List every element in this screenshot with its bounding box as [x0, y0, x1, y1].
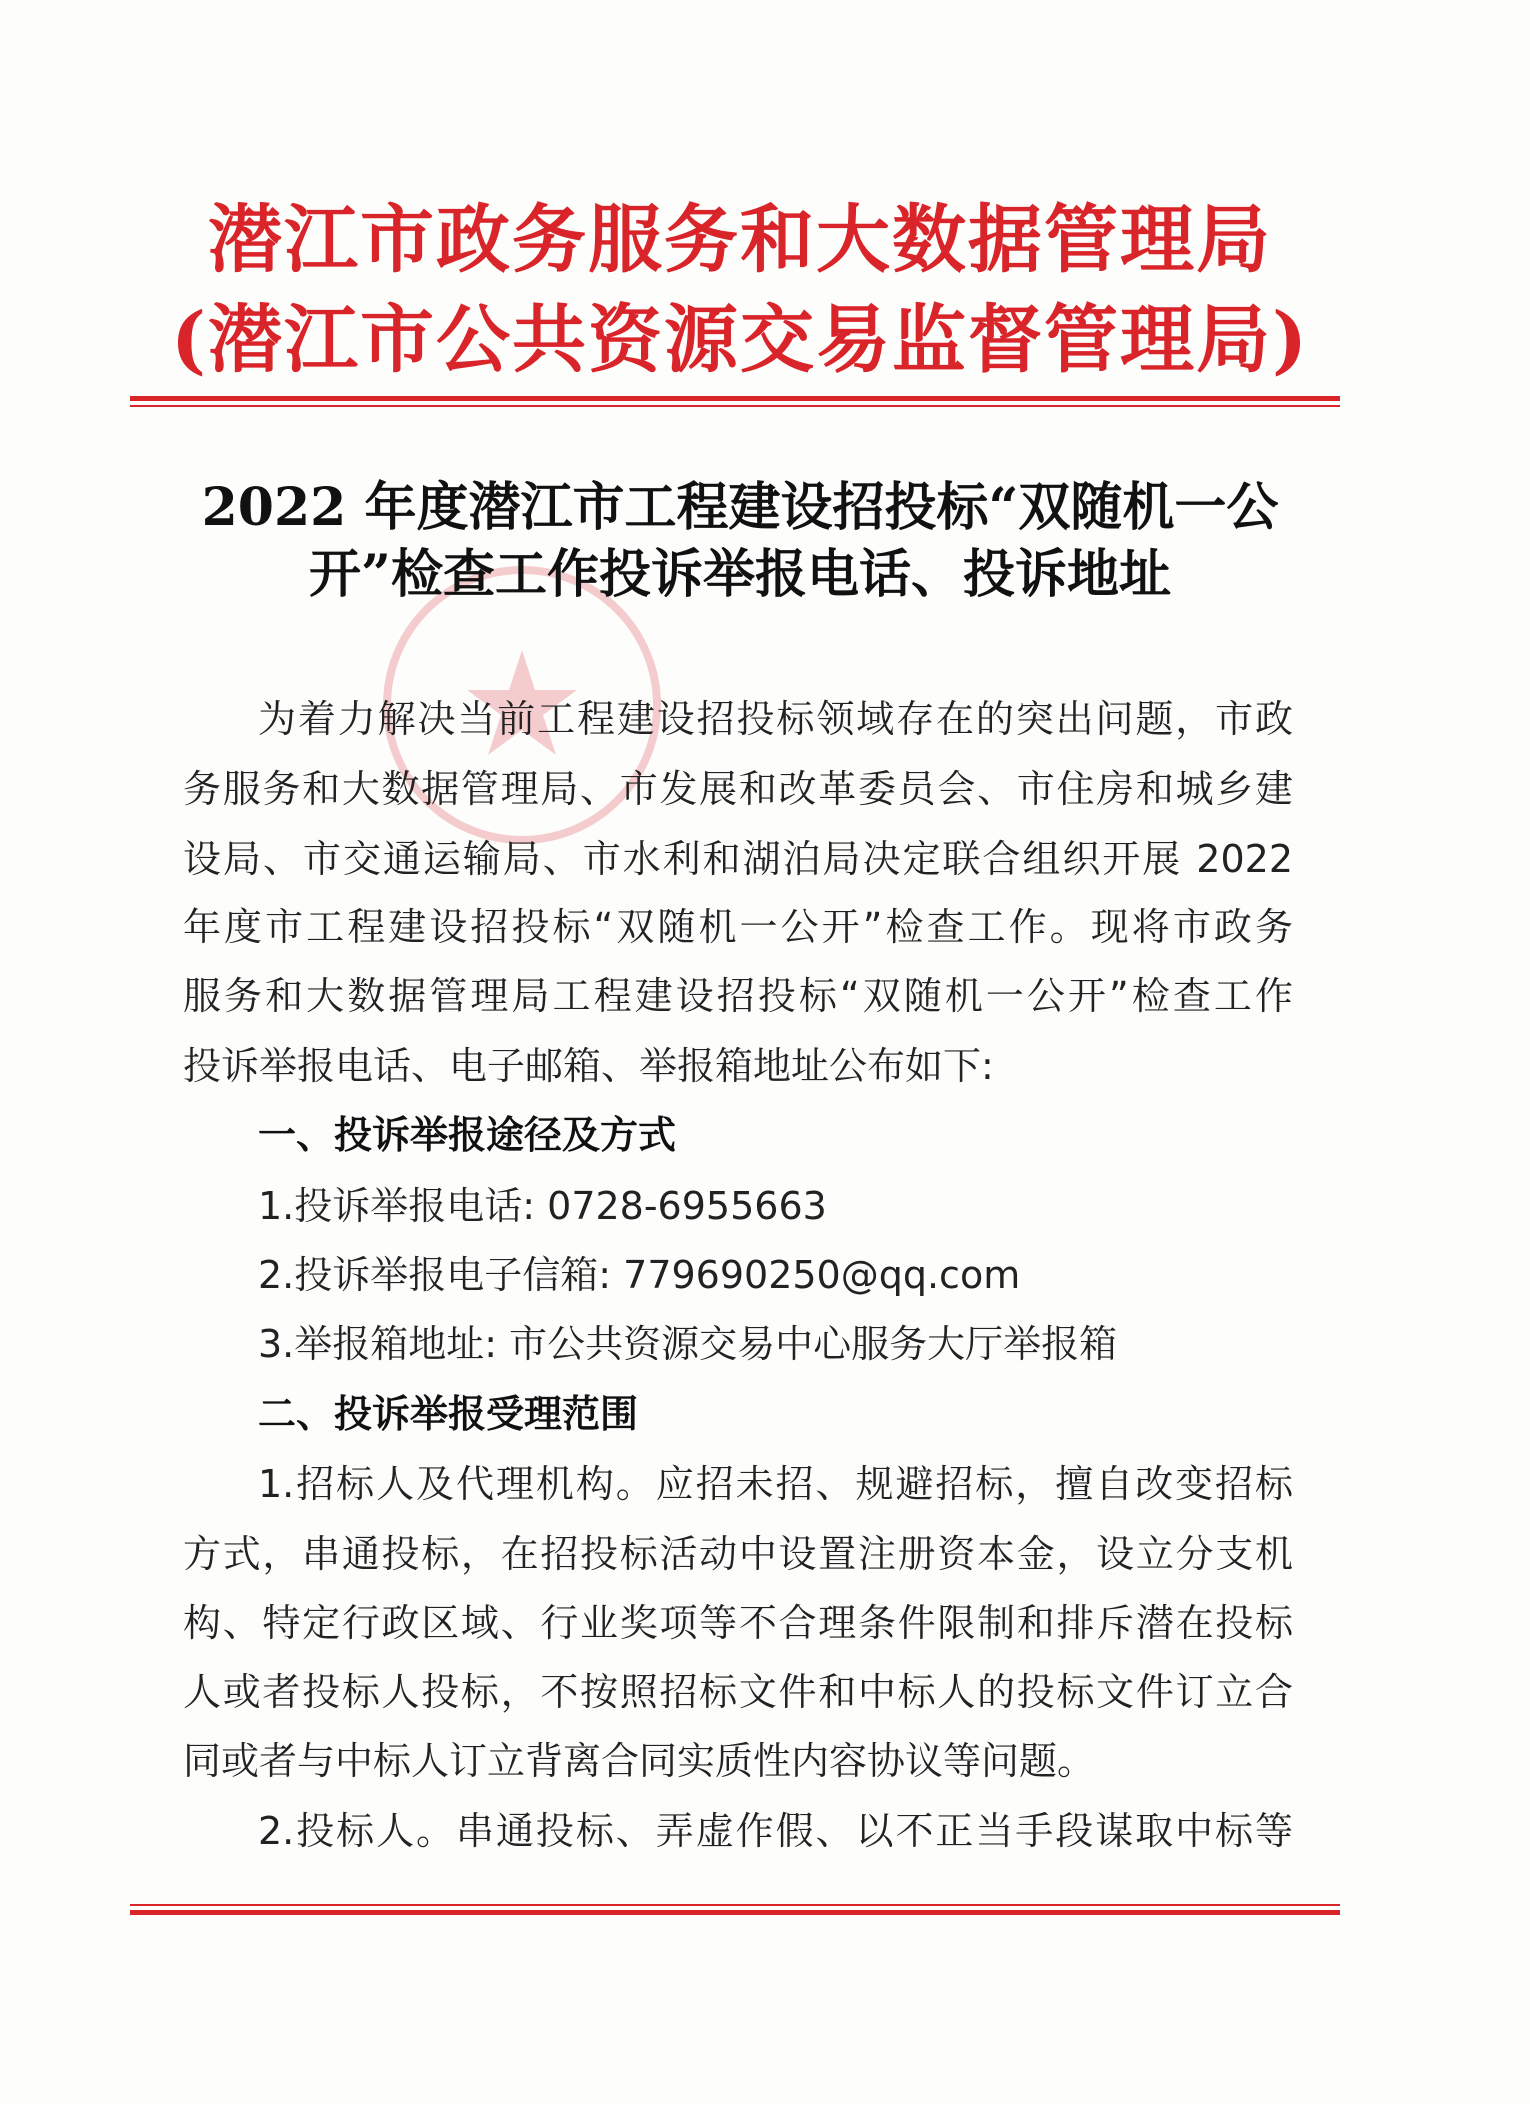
letterhead-rule-thin — [130, 405, 1340, 407]
scope-item-line: 构、特定行政区域、行业奖项等不合理条件限制和排斥潜在投标 — [183, 1601, 1293, 1645]
complaint-phone: 1.投诉举报电话: 0728-6955663 — [258, 1184, 827, 1228]
footer-rule-thin — [130, 1904, 1340, 1906]
scope-item-line: 1.招标人及代理机构。应招未招、规避招标，擅自改变招标 — [258, 1462, 1293, 1506]
intro-line: 年度市工程建设招投标“双随机一公开”检查工作。现将市政务 — [183, 905, 1293, 949]
scope-item-line: 人或者投标人投标，不按照招标文件和中标人的投标文件订立合 — [183, 1670, 1293, 1714]
intro-line: 投诉举报电话、电子邮箱、举报箱地址公布如下: — [183, 1044, 994, 1088]
intro-line: 服务和大数据管理局工程建设招投标“双随机一公开”检查工作 — [183, 974, 1293, 1018]
letterhead-line-2: (潜江市公共资源交易监督管理局) — [170, 297, 1310, 383]
complaint-box-address: 3.举报箱地址: 市公共资源交易中心服务大厅举报箱 — [258, 1322, 1118, 1366]
document-title-line-2: 开”检查工作投诉举报电话、投诉地址 — [309, 544, 1171, 605]
intro-line: 务服务和大数据管理局、市发展和改革委员会、市住房和城乡建 — [183, 767, 1293, 811]
footer-rule-thick — [130, 1910, 1340, 1915]
section-heading-channels: 一、投诉举报途径及方式 — [258, 1113, 677, 1157]
complaint-email: 2.投诉举报电子信箱: 779690250@qq.com — [258, 1253, 1021, 1297]
letterhead-line-1: 潜江市政务服务和大数据管理局 — [208, 197, 1272, 283]
document-title-line-1: 2022 年度潜江市工程建设招投标“双随机一公 — [201, 477, 1279, 538]
section-heading-scope: 二、投诉举报受理范围 — [258, 1392, 639, 1436]
intro-line: 为着力解决当前工程建设招投标领域存在的突出问题，市政 — [258, 697, 1293, 741]
scope-item-line: 方式，串通投标，在招投标活动中设置注册资本金，设立分支机 — [183, 1532, 1293, 1576]
intro-line: 设局、市交通运输局、市水利和湖泊局决定联合组织开展 2022 — [183, 837, 1293, 881]
letterhead-rule-thick — [130, 396, 1340, 401]
scope-item-line: 2.投标人。串通投标、弄虚作假、以不正当手段谋取中标等 — [258, 1809, 1293, 1853]
scope-item-line: 同或者与中标人订立背离合同实质性内容协议等问题。 — [183, 1739, 1096, 1783]
